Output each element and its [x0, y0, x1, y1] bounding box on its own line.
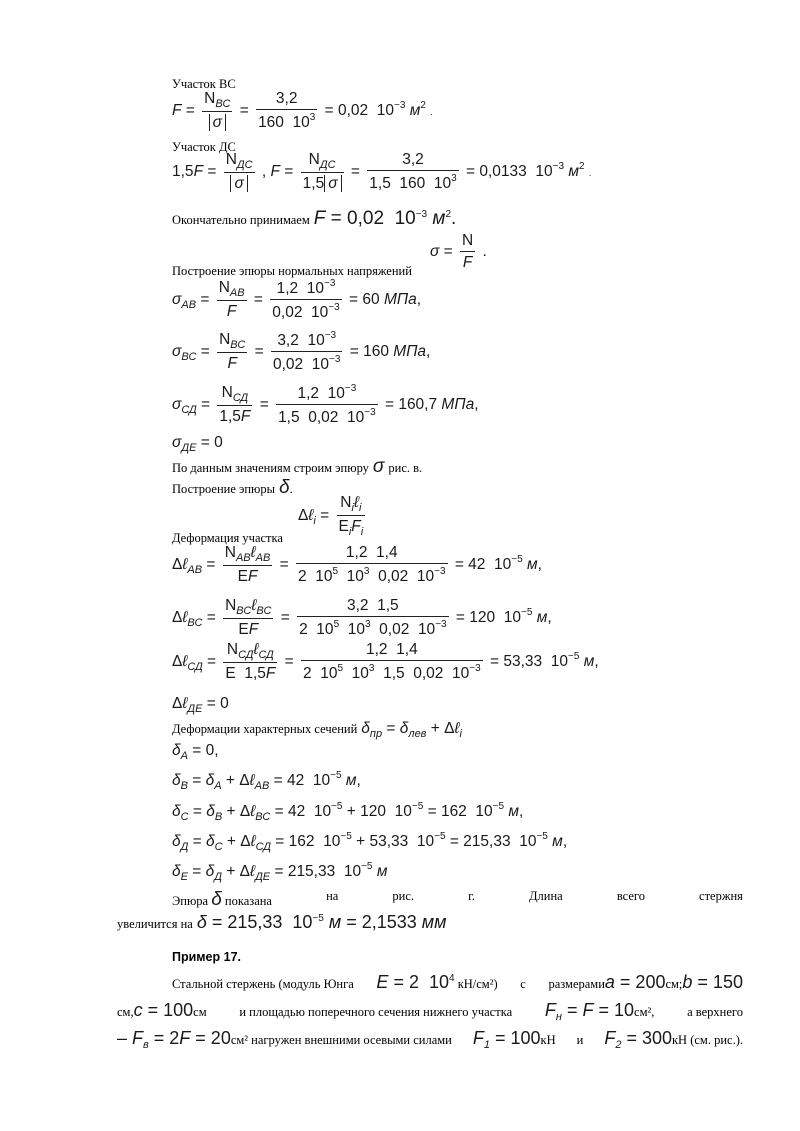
increase-line: увеличится на δ = 215,33 $10^{-5}$ м = 2,1533 мм	[117, 912, 447, 932]
example-para-line1: Стальной стержень (модуль Юнга E = 2 $10^4$ кН/см²) с размерамиa = 200см;b = 150	[172, 972, 743, 992]
example-para-line2: см,c = 100см и площадью поперечного сечения нижнего участка $F_н = F = 10см^2$, а верхнего	[117, 1000, 743, 1023]
formula-delta-c: $\delta_С = \delta_В$ + Δℓ$_{ВС}$ = 42 $10^{-5} + 120$ $10^{-5} = 162$ $10^{-5}$ м,	[172, 801, 524, 823]
formula-sigma-cd: $\sigma_{СД}$ = $\frac{N_{СД}}{1,5F}$ = $\frac{1,2 10^{-3}}{1,5 0,02 10^{-3}}$ = 160,7 МПа,	[172, 383, 479, 426]
final-accept-label: Окончательно принимаем	[172, 213, 310, 227]
formula-f-bc: F = $\frac{N_{ВС}}{\sigma}$ = $\frac{3,2}{160 10^3}$ = 0,02 $10^{-3}$ $м^2$ .	[172, 90, 433, 131]
formula-dl-de: Δℓ$_{ДЕ}$ = 0	[172, 695, 229, 715]
section-bc-label: Участок ВС	[172, 77, 236, 91]
formula-dl-cd: Δℓ$_{СД}$ = $\frac{N_{СД}\ell_{СД}}{E 1,5F}$ = $\frac{1,2 1,4}{2 10^5 10^3 1,5 0,02 10^{-3}}$ = 53,33 $10^{-5}$ м,	[172, 641, 599, 682]
formula-f-dc: 1,5F = $\frac{N_{ДС}}{\sigma}$ , F = $\frac{N_{ДС}}{1,5 \sigma}$ = $\frac{3,2}{1,5 160 10^3}$ = 0,0133 $10^{-3}$ $м^2$ .	[172, 151, 592, 192]
deform-char-line: Деформации характерных сечений $\delta_{пр} = \delta_{лев}$ + Δℓ$_i$	[172, 720, 462, 740]
formula-delta-l-def: Δℓ$_i$ = $\frac{N_i\ell_i}{E_iF_i}$	[298, 494, 364, 538]
section-dc-label: Участок ДС	[172, 140, 236, 154]
formula-delta-d: $\delta_Д = \delta_С$ + Δℓ$_{СД}$ = 162 $10^{-5} + 53,33$ $10^{-5} = 215,33$ $10^{-5}$ м,	[172, 831, 568, 853]
formula-dl-ab: Δℓ$_{АВ}$ = $\frac{N_{АВ}\ell_{АВ}}{EF}$ = $\frac{1,2 1,4}{2 10^5 10^3 0,02 10^{-3}}$ = 42 $10^{-5}$ м,	[172, 544, 542, 585]
formula-delta-b: $\delta_В = \delta_А$ + Δℓ$_{АВ}$ = 42 $10^{-5}$ м,	[172, 770, 361, 792]
diagram-shown-line: Эпюра δ показана на рис. г. Длина всего стержня	[172, 889, 743, 910]
by-values-line: По данным значениям строим эпюру σ рис. в.	[172, 456, 423, 477]
deform-section-label: Деформация участка	[172, 531, 283, 545]
formula-sigma-de: $\sigma_{ДЕ} = 0$	[172, 434, 223, 454]
example-para-line3: – $F_в = 2F = 20см^2$ нагружен внешними осевыми силами $F_1 = 100кН$ и $F_2 = 300кН$ (см. рис.).	[117, 1028, 743, 1051]
formula-delta-a: $\delta_А = 0$,	[172, 742, 219, 762]
formula-sigma-def: σ = $\frac{N}{F}$ .	[430, 232, 487, 271]
stress-diagram-title: Построение эпюры нормальных напряжений	[172, 264, 412, 278]
formula-sigma-bc: $\sigma_{ВС}$ = $\frac{N_{ВС}}{F}$ = $\frac{3,2 10^{-3}}{0,02 10^{-3}}$ = 160 МПа,	[172, 330, 431, 373]
formula-delta-e: $\delta_Е = \delta_Д$ + Δℓ$_{ДЕ}$ = 215,33 $10^{-5}$ м	[172, 861, 388, 883]
final-accept-line: Окончательно принимаем F = 0,02 $10^{-3}$ $м^2$.	[172, 208, 457, 229]
build-delta-line: Построение эпюры δ.	[172, 477, 293, 498]
example-title: Пример 17.	[172, 950, 241, 964]
formula-sigma-ab: $\sigma_{АВ}$ = $\frac{N_{АВ}}{F}$ = $\frac{1,2 10^{-3}}{0,02 10^{-3}}$ = 60 МПа,	[172, 278, 422, 321]
formula-dl-bc: Δℓ$_{ВС}$ = $\frac{N_{ВС}\ell_{ВС}}{EF}$ = $\frac{3,2 1,5}{2 10^5 10^3 0,02 10^{-3}}$ = 120 $10^{-5}$ м,	[172, 597, 552, 638]
